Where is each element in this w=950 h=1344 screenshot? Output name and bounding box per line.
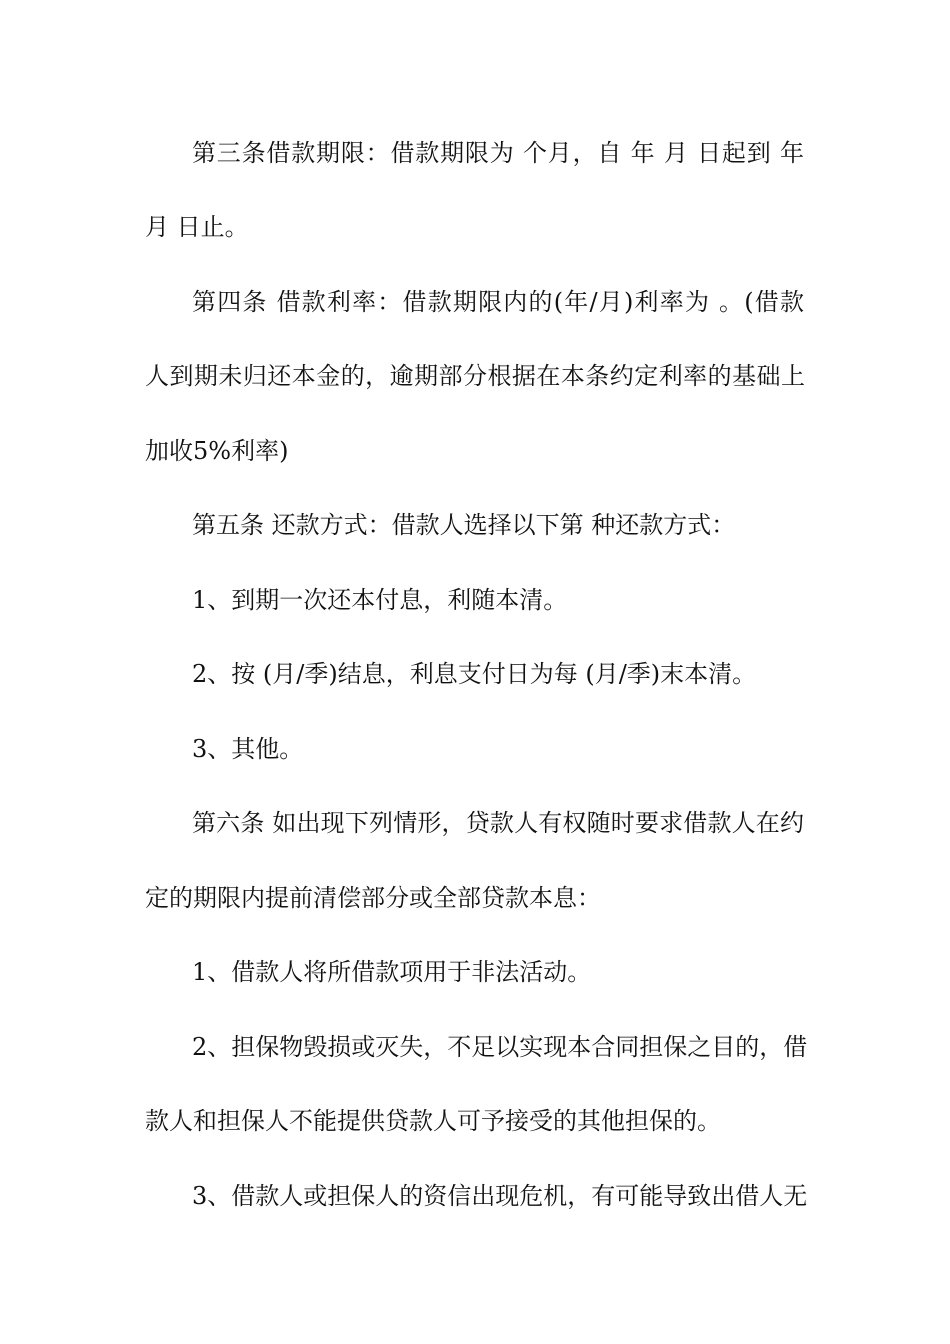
clause-6-item-3-line-1: 3、借款人或担保人的资信出现危机，有可能导致出借人无 <box>192 1182 808 1210</box>
clause-4-line-3: 加收5%利率) <box>145 437 289 465</box>
clause-3-line-2: 月 日止。 <box>145 213 249 241</box>
clause-6-item-2-line-2: 款人和担保人不能提供贷款人可予接受的其他担保的。 <box>145 1107 721 1135</box>
clause-5-line-1: 第五条 还款方式：借款人选择以下第 种还款方式： <box>192 511 736 539</box>
clause-5-item-1: 1、到期一次还本付息，利随本清。 <box>192 586 568 614</box>
clause-5-item-3: 3、其他。 <box>192 735 304 763</box>
clause-5-item-2: 2、按 (月/季)结息，利息支付日为每 (月/季)末本清。 <box>192 660 757 688</box>
clause-6-item-1: 1、借款人将所借款项用于非法活动。 <box>192 958 592 986</box>
clause-6-item-2-line-1: 2、担保物毁损或灭失，不足以实现本合同担保之目的，借 <box>192 1033 808 1061</box>
clause-6-line-2: 定的期限内提前清偿部分或全部贷款本息： <box>145 884 601 912</box>
clause-3-line-1: 第三条借款期限：借款期限为 个月，自 年 月 日起到 年 <box>192 139 804 167</box>
clause-6-line-1: 第六条 如出现下列情形，贷款人有权随时要求借款人在约 <box>192 809 804 837</box>
clause-4-line-2: 人到期未归还本金的，逾期部分根据在本条约定利率的基础上 <box>145 362 805 390</box>
clause-4-line-1: 第四条 借款利率：借款期限内的(年/月)利率为 。(借款 <box>192 288 804 316</box>
